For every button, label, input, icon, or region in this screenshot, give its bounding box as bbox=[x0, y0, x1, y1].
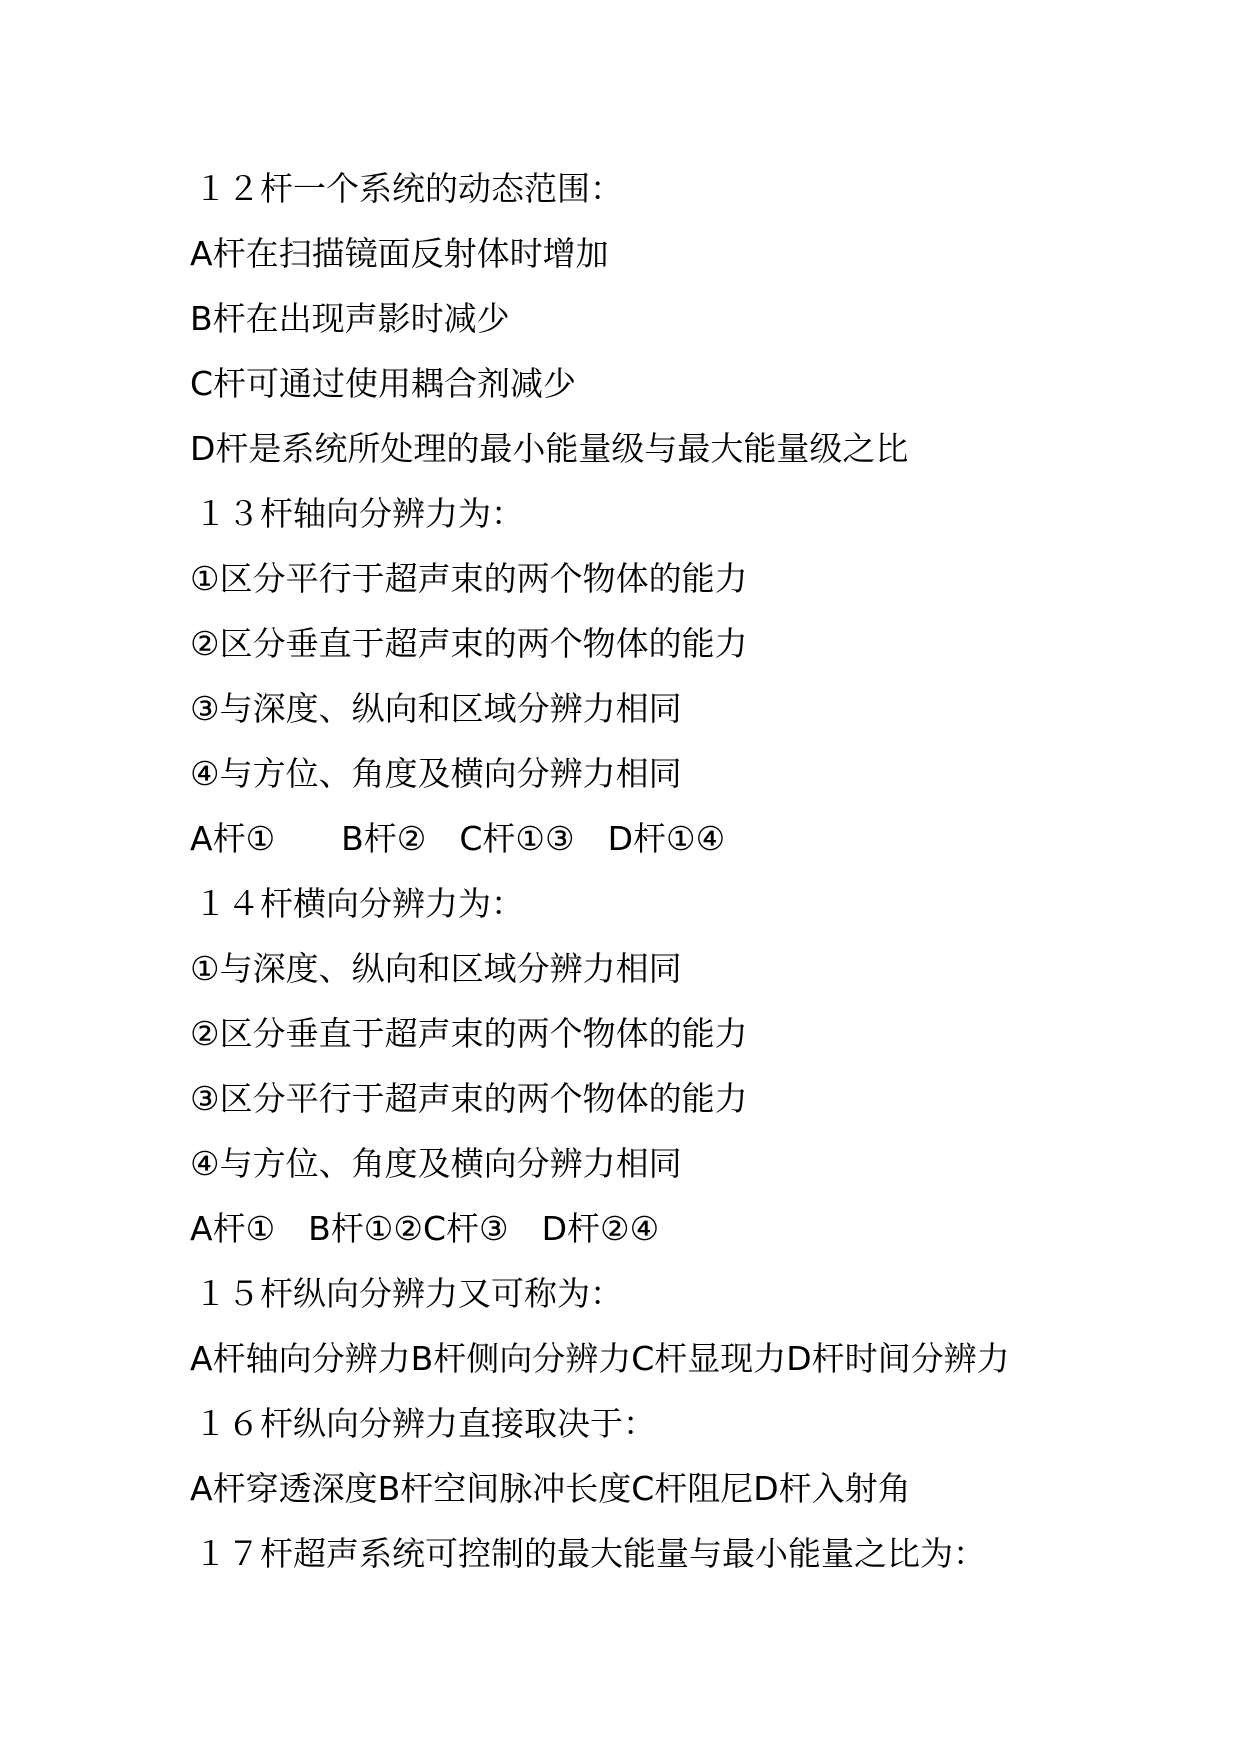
question-14-statement-2: ②区分垂直于超声束的两个物体的能力 bbox=[190, 1014, 748, 1053]
question-13-statement-3: ③与深度、纵向和区域分辨力相同 bbox=[190, 689, 682, 728]
question-13-statement-4: ④与方位、角度及横向分辨力相同 bbox=[190, 754, 682, 793]
question-16-stem: １６杆纵向分辨力直接取决于： bbox=[194, 1404, 656, 1443]
question-12-option-d: D杆是系统所处理的最小能量级与最大能量级之比 bbox=[190, 429, 909, 468]
question-14-stem: １４杆横向分辨力为： bbox=[194, 884, 524, 923]
question-12-stem: １２杆一个系统的动态范围： bbox=[194, 169, 623, 208]
question-12-option-a: A杆在扫描镜面反射体时增加 bbox=[190, 234, 609, 273]
question-14-statement-1: ①与深度、纵向和区域分辨力相同 bbox=[190, 949, 682, 988]
question-12-option-c: C杆可通过使用耦合剂减少 bbox=[190, 364, 577, 403]
question-13-stem: １３杆轴向分辨力为： bbox=[194, 494, 524, 533]
question-15-options: A杆轴向分辨力B杆侧向分辨力C杆显现力D杆时间分辨力 bbox=[190, 1339, 1010, 1378]
question-13-options: A杆① B杆② C杆①③ D杆①④ bbox=[190, 819, 726, 858]
question-13-statement-1: ①区分平行于超声束的两个物体的能力 bbox=[190, 559, 748, 598]
question-12-option-b: B杆在出现声影时减少 bbox=[190, 299, 510, 338]
question-16-options: A杆穿透深度B杆空间脉冲长度C杆阻尼D杆入射角 bbox=[190, 1469, 911, 1508]
question-13-statement-2: ②区分垂直于超声束的两个物体的能力 bbox=[190, 624, 748, 663]
question-15-stem: １５杆纵向分辨力又可称为： bbox=[194, 1274, 623, 1313]
document-body bbox=[190, 156, 1190, 1586]
question-14-options: A杆① B杆①②C杆③ D杆②④ bbox=[190, 1209, 660, 1248]
question-17-stem: １７杆超声系统可控制的最大能量与最小能量之比为： bbox=[194, 1534, 986, 1573]
question-14-statement-3: ③区分平行于超声束的两个物体的能力 bbox=[190, 1079, 748, 1118]
question-14-statement-4: ④与方位、角度及横向分辨力相同 bbox=[190, 1144, 682, 1183]
